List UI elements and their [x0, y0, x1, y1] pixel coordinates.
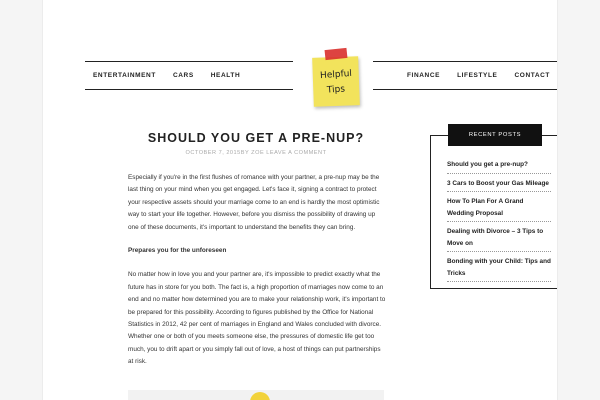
post-title[interactable]: SHOULD YOU GET A PRE-NUP? [147, 131, 365, 145]
nav-item-lifestyle[interactable]: LIFESTYLE [457, 72, 498, 79]
post-paragraph: No matter how in love you and your partner are, it's impossible to predict exactly what the future has in store for you both. The fact is, a high proportion of marriages now come to an end and no matter how determined you are to make your relationship work, it's important to be prepared for this possibility. According to figures published by the Office for National Statistics in 2012, 42 per cent of marriages in England and Wales concluded with divorce. Whether one or both of you meets someone else, the pressures of domestic life get too much, you to drift apart or you simply fall out of love, a host of things can put partnerships at risk. [128, 271, 386, 366]
primary-nav-right [373, 61, 558, 90]
post-subheading: Prepares you for the unforeseen [128, 247, 227, 255]
post-date[interactable]: OCTOBER 7, 2015 [185, 150, 241, 156]
post-author[interactable]: BY ZOE [240, 150, 265, 156]
post-image [128, 390, 384, 400]
logo-sticky-note [312, 56, 360, 107]
recent-posts-widget [430, 132, 558, 289]
nav-item-contact[interactable]: CONTACT [514, 72, 550, 79]
widget-title: RECENT POSTS [448, 124, 542, 146]
recent-post-link[interactable]: How To Plan For A Grand Wedding Proposal [447, 196, 551, 222]
post-meta [128, 150, 384, 156]
recent-post-link[interactable]: Should you get a pre-nup? [447, 159, 551, 174]
page [42, 0, 558, 400]
logo-text-line1: Helpful [319, 68, 353, 82]
site-logo[interactable] [311, 48, 361, 108]
nav-item-health[interactable]: HEALTH [210, 72, 241, 79]
comment-link[interactable]: LEAVE A COMMENT [266, 150, 327, 156]
nav-item-cars[interactable]: CARS [172, 72, 194, 79]
post-content [128, 172, 386, 380]
logo-text-line2: Tips [326, 84, 346, 96]
image-yellow-shape [250, 392, 270, 400]
recent-post-link[interactable]: Dealing with Divorce – 3 Tips to Move on [447, 226, 551, 252]
recent-post-link[interactable]: 3 Cars to Boost your Gas Mileage [447, 178, 551, 193]
recent-post-link[interactable]: Bonding with your Child: Tips and Tricks [447, 256, 551, 282]
nav-item-entertainment[interactable]: ENTERTAINMENT [93, 72, 156, 79]
recent-posts-list [447, 159, 551, 286]
post-paragraph: Especially if you're in the first flushes of romance with your partner, a pre-nup may be the last thing on your mind when you get engaged. Let's face it, signing a contract to protect your respective assets should your marriage come to an end is hardly the most optimistic way to start your life together. However, before you dismiss the possibility of drawing up one of these documents, it's important to understand the benefits they can bring. [128, 174, 380, 231]
nav-item-finance[interactable]: FINANCE [406, 72, 441, 79]
primary-nav-left [85, 61, 293, 90]
